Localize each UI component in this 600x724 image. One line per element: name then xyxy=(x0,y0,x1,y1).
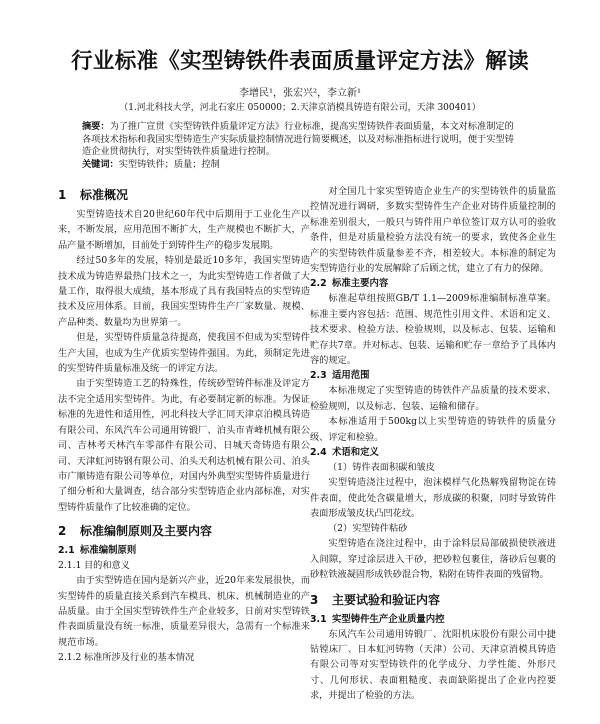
subsection-title: 术语和定义 xyxy=(332,447,379,459)
paragraph: 经过50多年的发展，特别是最近10多年，我国实型铸造技术成为铸造界最热门技术之一，为此实型铸造工作者做了大量工作，取得很大成绩，基本形成了具有我国特点的实型铸造技术及应用体系。目前，我国实型铸件生产厂家数量、规模、产品种类、数量均为世界第一。 xyxy=(58,255,310,328)
paper-title: 行业标准《实型铸铁件表面质量评定方法》解读 xyxy=(71,49,529,74)
paragraph: 本标准规定了实型铸造的铸铁件产品质量的技术要求、检验规则，以及标志、包装、运输和储存。 xyxy=(310,385,556,412)
paragraph: 东风汽车公司通用铸锻厂、沈阳机床股份有限公司中捷钻镗床厂、日本虹河铸物（天津）公司、天津京消模具铸造有限公司等对实型铸铁件的化学成分、力学性能、外形尺寸、几何形状、表面粗糙度、表面缺陷提出了企业内控要求，并提出了检验的方法。 xyxy=(310,628,556,702)
section-heading xyxy=(58,522,310,540)
paragraph: 实型铸造浇注过程中，泡沫模样气化热解残留物淀在铸件表面，使此处含碳量增大，形成碳的积聚，同时导致铸件表面形成皱皮状凸凹花纹。 xyxy=(310,477,556,519)
subsection-number: 2.3 xyxy=(310,370,327,382)
section-number: 2 xyxy=(58,524,67,539)
paragraph: 由于实型铸造在国内是新兴产业，近20年来发展很快，而实型铸件的质量直接关系到汽车模具、机床、机械制造业的产品质量。由于全国实型铸铁件生产企业较多，日前对实型铸铁件表面质量没有统一标准，质量差异很大，急需有一个标准来规范市场。 xyxy=(58,575,310,648)
term-heading: （1）铸件表面积碳和皱皮 xyxy=(328,462,435,474)
subsection-heading xyxy=(58,543,310,558)
paragraph: 由于实型铸造工艺的特殊性，传统砂型铸件标准及评定方法不完全适用实型铸件。为此，有必要制定新的标准。为保证标准的先进性和适用性，河北科技大学汇同天津京泊模具铸造有限公司、东风汽车公司通用铸锻厂、泊头市青峰机械有限公司、吉林考天林汽车零部件有限公司、日城天奇铸造有限公司、天津虹河铸钢有限公司、泊头天利达机械有限公司、泊头市广顺铸造有限公司等单位，对国内外典型实型铸件质量进行了细分析和大量调查，结合部分实型铸造企业内部标准，对实型铸件质量作了比较准确的定位。 xyxy=(58,378,310,513)
right-column xyxy=(310,184,556,704)
paragraph: 实型铸造技术自20世纪60年代中后期用于工业化生产以来，不断发展，应用范围不断扩大，生产规模也不断扩大，产品产量不断增加，目前处于到铸件生产的稳步发展期。 xyxy=(58,209,310,251)
keywords xyxy=(82,159,522,172)
keywords-text: 实型铸铁件；质量；控制 xyxy=(118,159,220,170)
subsubsection-heading xyxy=(58,558,310,573)
subsection-heading xyxy=(310,445,556,460)
subsection-title: 标准主要内容 xyxy=(332,278,389,290)
subsubsection-heading xyxy=(58,650,310,665)
section-number: 3 xyxy=(310,592,319,607)
subsection-number: 3.1 xyxy=(310,613,327,625)
section-title: 标准概况 xyxy=(80,188,129,202)
keywords-label: 关键词： xyxy=(82,159,119,170)
paragraph: 本标准适用于500kg以上实型铸造的铸铁件的质量分级、评定和检验。 xyxy=(310,416,556,443)
subsection-title: 适用范围 xyxy=(332,370,370,382)
subsection-number: 2.2 xyxy=(310,278,327,290)
paragraph: 对全国几十家实型铸造企业生产的实型铸铁件的质量监控情况进行调研，多数实型铸件生产企业对铸件质量控制的标准差别很大，一般只与铸件用户单位签订双方认可的验收条件，但是对质量检验方法没有统一的要求，致使各企业生产的实型铸铁件质量参差不齐，相差较大。本标准的制定为实型铸造行业的发展解除了后顾之忧，建立了有力的保障。 xyxy=(310,186,556,275)
subsection-heading xyxy=(310,368,556,383)
abstract-text: 为了推广宣贯《实型铸铁件质量评定方法》行业标准，提高实型铸铁件表面质量，本文对标准制定的各项技术指标和我国实型铸造生产实际质量控制情况进行简要概述，以及对标准指标进行说明，便于实型铸造企业贯彻执行，对实型铸铁件质量进行控制。 xyxy=(82,121,514,157)
section-title: 标准编制原则及主要内容 xyxy=(80,524,213,539)
paragraph: 实型铸造在浇注过程中，由于涂料层局部破损使铁液进入间隙，穿过涂层进入干砂，把砂粒包裹住，落砂后包裹的砂粒铁液凝固形成铁砂混合物，粘附在铸件表面的残留物。 xyxy=(310,538,556,581)
section-heading xyxy=(310,591,556,609)
subsection-number: 2.4 xyxy=(310,447,327,459)
paragraph: 标准起草组按照GB/T 1.1—2009标准编制标准草案。标准主要内容包括：范围、规范性引用文件、术语和定义、技术要求、检验方法、检验规则，以及标志、包装、运输和贮存共7章。并对标志、包装、运输和贮存一章给予了具体内容的规定。 xyxy=(310,293,556,367)
affiliation: （1.河北科技大学，河北石家庄 050000；2.天津京消模具铸造有限公司，天津 300401） xyxy=(119,103,481,113)
author-list: 李增民¹，张宏兴²，李立新¹ xyxy=(238,88,362,99)
subsection-heading xyxy=(310,276,556,291)
paragraph: 但是，实型铸件质量急待提高，使我国不但成为实型铸件生产大国，也成为生产优质实型铸件强国。为此，须制定先进的实型铸件质量标准及统一的评定方法。 xyxy=(58,332,310,375)
section-heading xyxy=(58,186,310,204)
subsection-heading xyxy=(310,612,556,627)
subsection-title: 实型铸件生产企业质量内控 xyxy=(332,613,445,625)
subsubsection-title: 目的和意义 xyxy=(84,560,130,572)
subsubsection-number: 2.1.2 xyxy=(58,652,82,664)
subsubsection-number: 2.1.1 xyxy=(58,560,82,572)
section-number: 1 xyxy=(58,188,67,202)
left-column xyxy=(58,184,310,665)
subsection-number: 2.1 xyxy=(58,545,75,557)
term-heading: （2）实型铸件粘砂 xyxy=(328,523,408,535)
section-title: 主要试验和验证内容 xyxy=(332,592,441,607)
abstract-label: 摘要： xyxy=(82,121,110,132)
subsection-title: 标准编制原则 xyxy=(80,545,137,557)
abstract xyxy=(82,121,522,159)
subsubsection-title: 标准所涉及行业的基本情况 xyxy=(84,652,195,664)
